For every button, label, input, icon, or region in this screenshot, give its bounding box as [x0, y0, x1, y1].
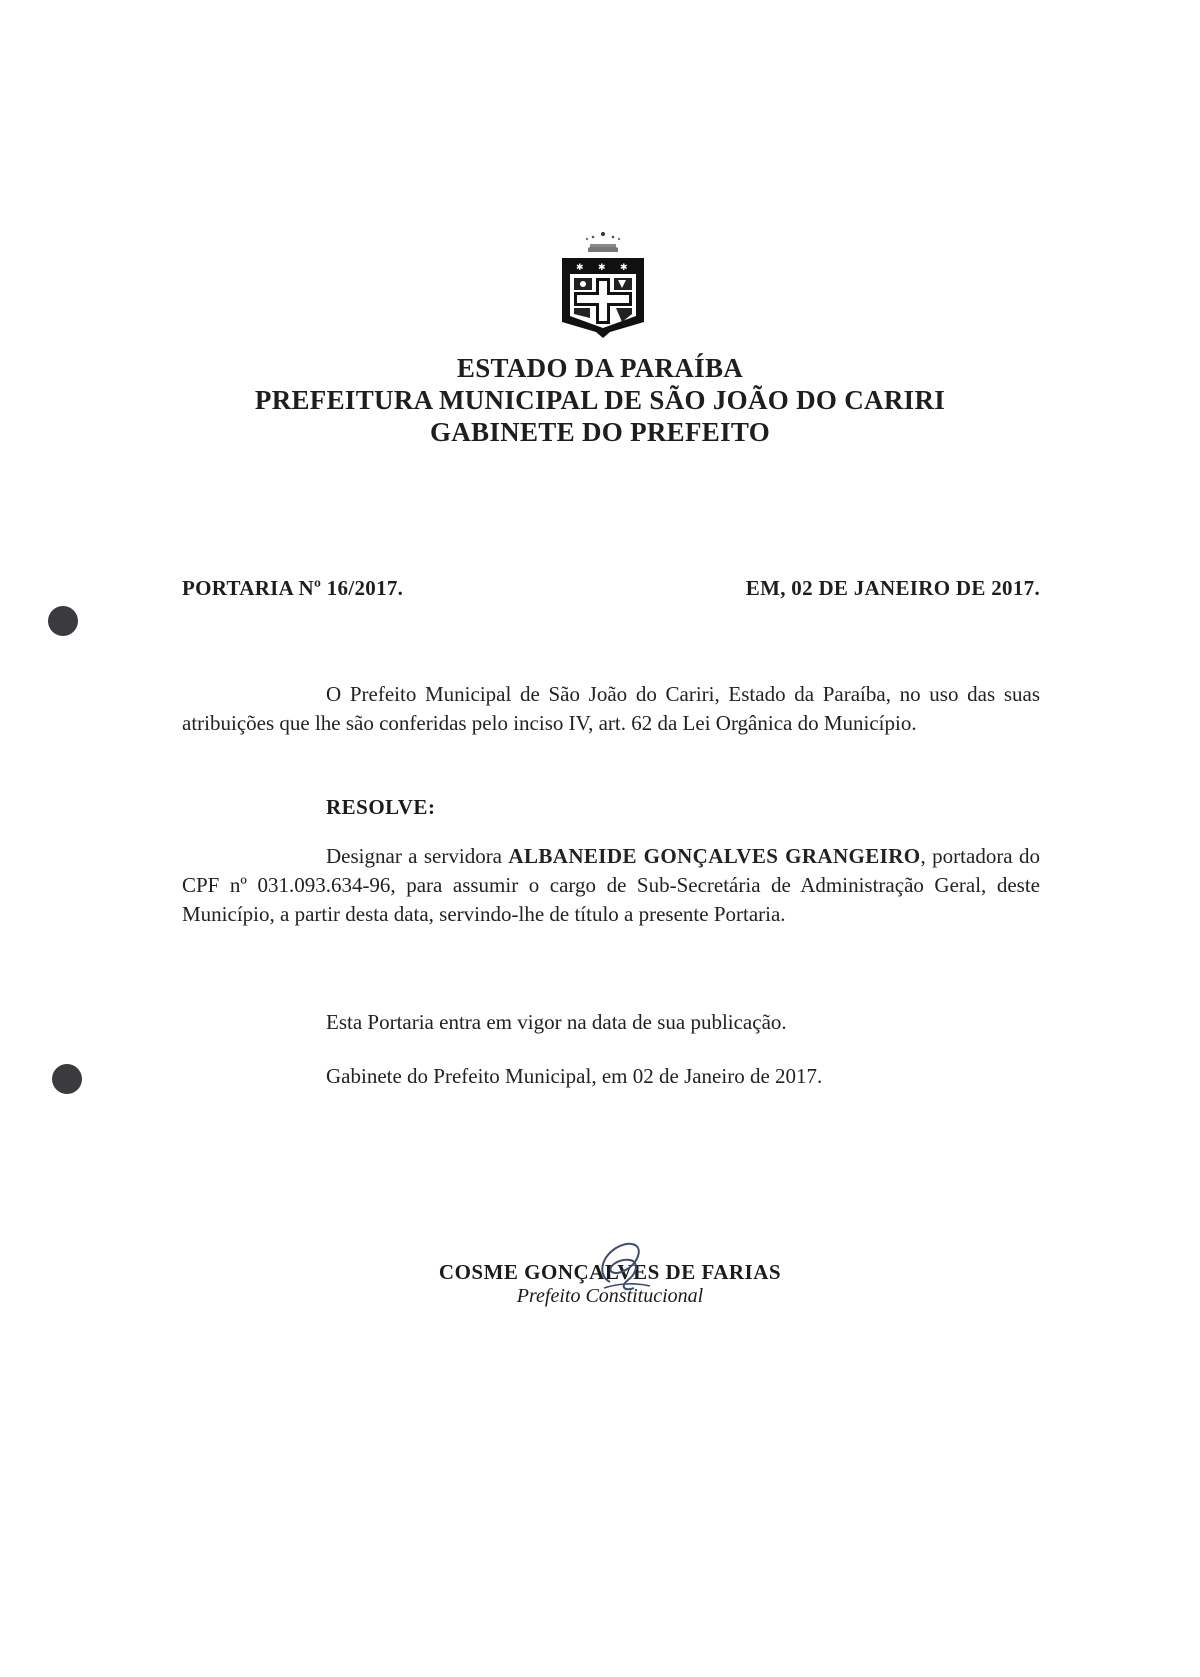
designation-paragraph: [182, 842, 1040, 929]
closing-statement: Gabinete do Prefeito Municipal, em 02 de Janeiro de 2017.: [326, 1064, 823, 1088]
svg-text:✱: ✱: [598, 263, 606, 273]
preamble-paragraph: O Prefeito Municipal de São João do Cariri, Estado da Paraíba, no uso das suas atribuições que lhe são conferidas pelo inciso IV, art. 62 da Lei Orgânica do Município.: [182, 682, 1040, 735]
vigor-statement: Esta Portaria entra em vigor na data de sua publicação.: [326, 1010, 787, 1034]
signatory-role: Prefeito Constitucional: [516, 1285, 704, 1307]
handwritten-signature-icon: [590, 1232, 660, 1302]
resolve-heading: RESOLVE:: [326, 795, 436, 819]
designation-rest: , portadora do CPF nº 031.093.634-96, para assumir o cargo de Sub-Secretária de Administração Geral, deste Município, a partir desta data, servindo-lhe de título a presente Portaria.: [182, 844, 1041, 926]
header-state: ESTADO DA PARAÍBA: [456, 353, 744, 383]
header-city-hall: PREFEITURA MUNICIPAL DE SÃO JOÃO DO CARIRI: [254, 385, 946, 415]
portaria-number: PORTARIA Nº 16/2017.: [182, 576, 404, 600]
punch-hole-icon: [48, 606, 78, 636]
header-office: GABINETE DO PREFEITO: [429, 417, 771, 447]
punch-hole-icon: [52, 1064, 82, 1094]
designation-intro: Designar a servidora: [326, 844, 503, 868]
svg-text:✱: ✱: [576, 263, 584, 273]
signatory-name: COSME GONÇALVES DE FARIAS: [438, 1260, 782, 1284]
portaria-date: EM, 02 DE JANEIRO DE 2017.: [745, 576, 1040, 600]
svg-text:✱: ✱: [620, 263, 628, 273]
designee-name: ALBANEIDE GONÇALVES GRANGEIRO: [508, 844, 921, 868]
municipal-coat-of-arms-icon: [560, 228, 646, 346]
